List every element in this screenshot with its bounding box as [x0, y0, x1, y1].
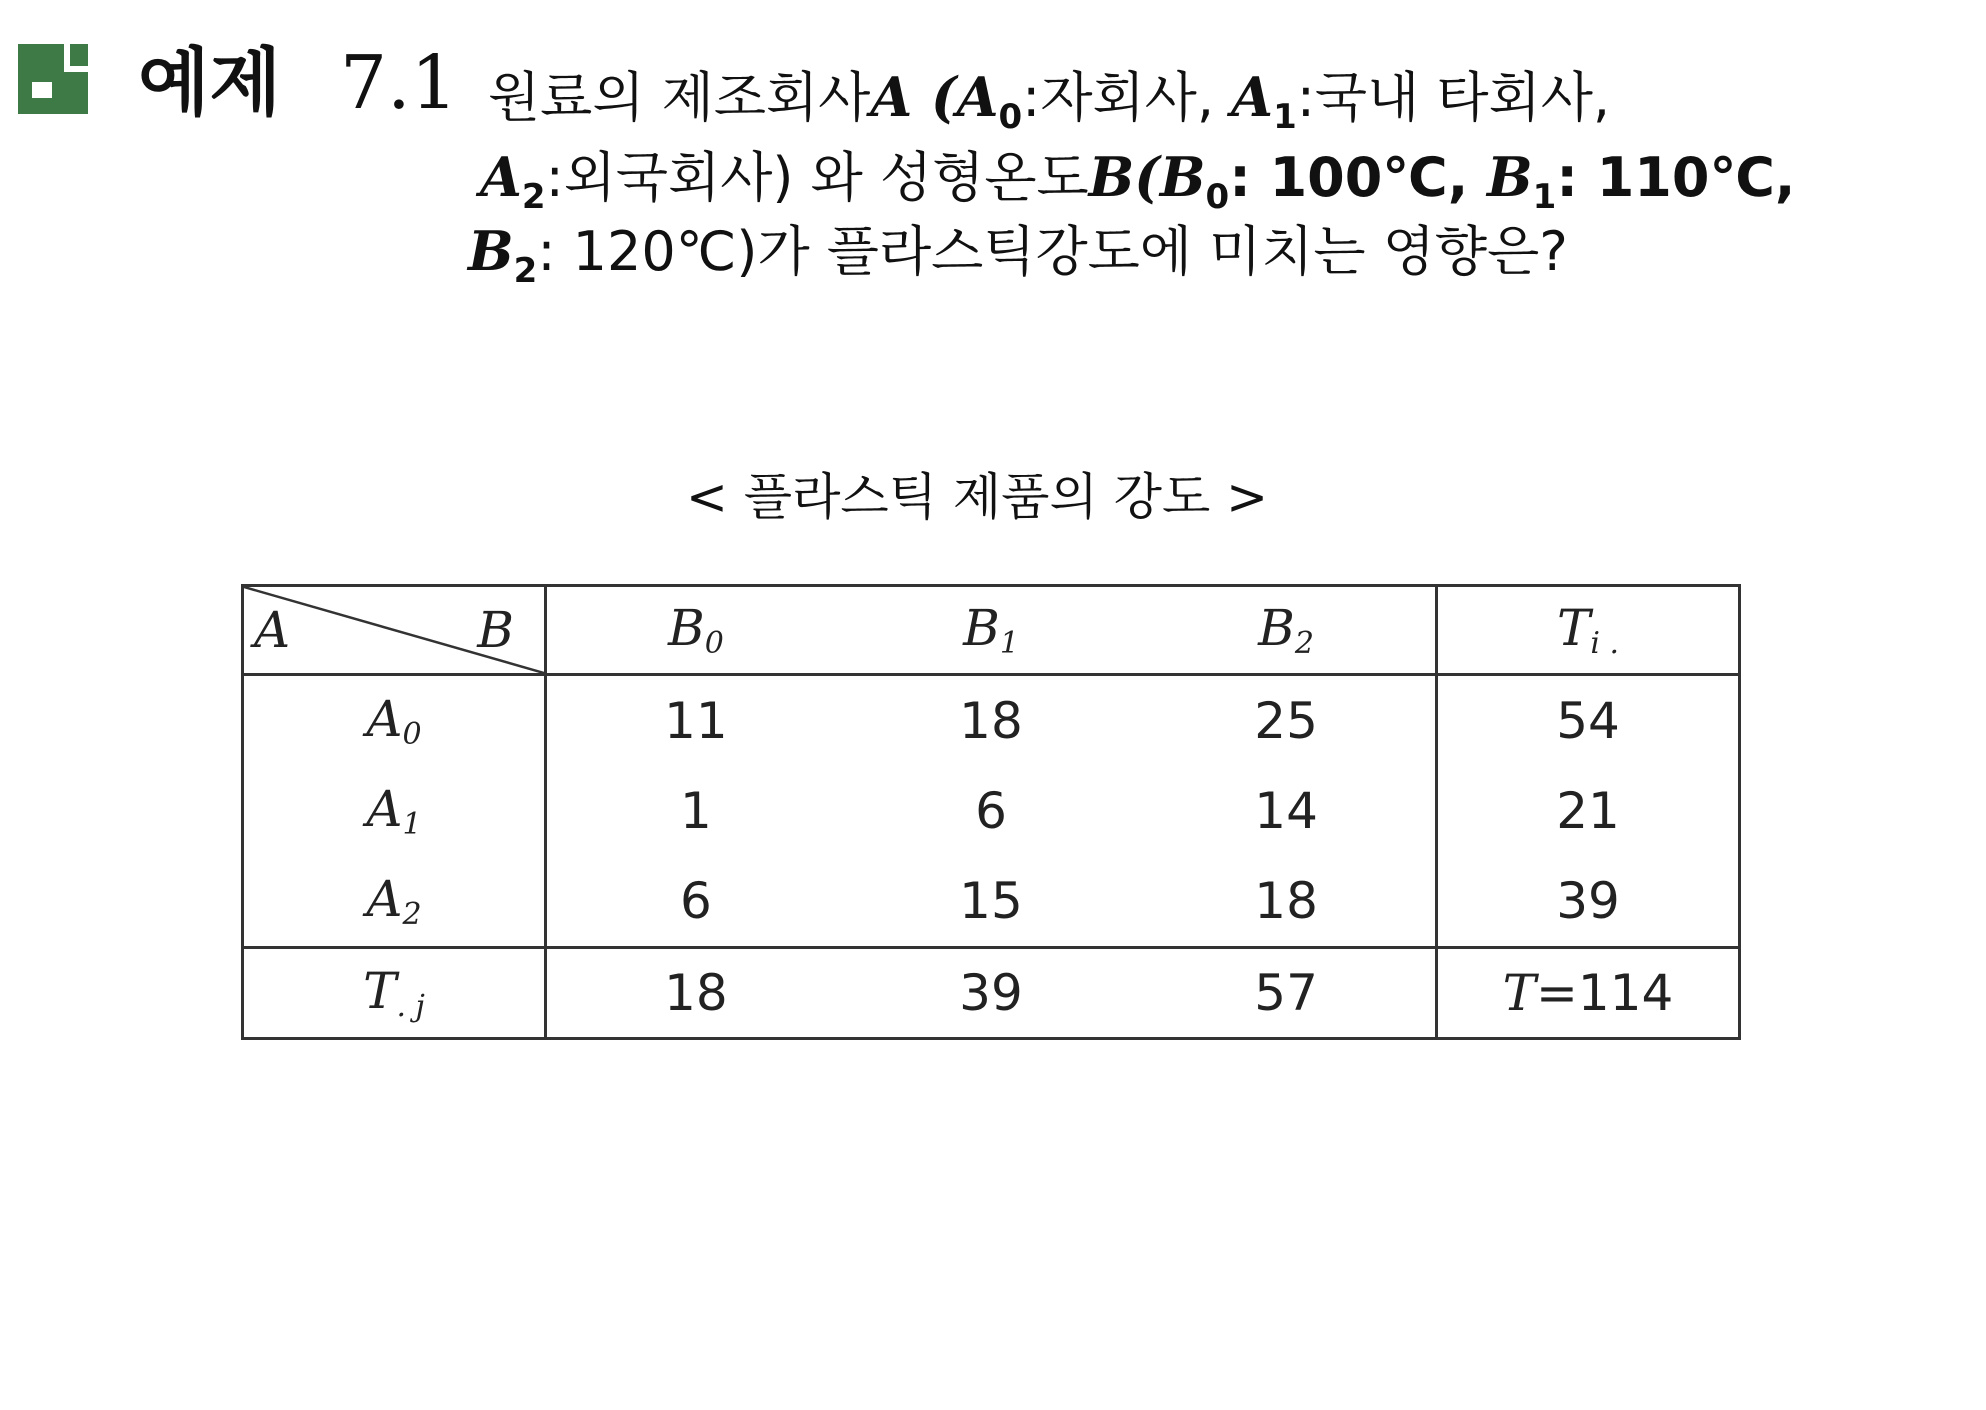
col-header-b0: B0 [546, 586, 845, 675]
table-cell: 6 [975, 782, 1007, 840]
corner-cell [243, 586, 546, 675]
table-cell: 25 [1137, 675, 1436, 767]
table-cell: 14 [1137, 766, 1436, 856]
table-row [243, 856, 1740, 948]
col-header-total: Ti . [1437, 586, 1740, 675]
table-cell: 39 [959, 964, 1023, 1022]
table-row [243, 675, 1740, 767]
question-line-3: $B_2$: 120℃)가 플라스틱강도에 미치는 영향은? [468, 219, 1568, 291]
example-number: 7.1 [340, 40, 458, 126]
col-header-b2: B2 [1137, 586, 1436, 675]
table-cell: 18 [1137, 856, 1436, 948]
table-cell: 18 [959, 692, 1023, 750]
col-header-b1: B1 [845, 586, 1137, 675]
table-row [243, 766, 1740, 856]
table-cell: 57 [1137, 948, 1436, 1039]
table-cell: 11 [664, 692, 728, 750]
table-total-row [243, 948, 1740, 1039]
question-line-1: 원료의 제조회사A ($A_0$:자회사, $A_1$:국내 타회사, [488, 65, 1611, 137]
corner-label-b: B [477, 601, 514, 659]
row-header-a1: A1 [243, 766, 546, 856]
row-header-total: T. j [243, 948, 546, 1039]
table-cell: 18 [664, 964, 728, 1022]
table-cell: 1 [679, 782, 712, 840]
grand-total-cell: T=114 [1502, 964, 1674, 1022]
example-label: 예제 [138, 40, 281, 126]
section-bullet-icon [18, 44, 88, 114]
strength-table [241, 584, 1741, 1040]
table-title: < 플라스틱 제품의 강도 > [686, 468, 1269, 526]
question-line-2: $A_2$:외국회사) 와 성형온도$B(B_0$: 100℃, $B_1$: 110℃, [480, 145, 1796, 217]
corner-label-a: A [254, 601, 291, 659]
row-header-a0: A0 [243, 675, 546, 767]
table-cell: 39 [1437, 856, 1740, 948]
table-cell: 54 [1556, 692, 1620, 750]
table-cell: 21 [1556, 782, 1620, 840]
table-header-row [243, 586, 1740, 675]
row-header-a2: A2 [243, 856, 546, 948]
table-cell: 6 [546, 856, 845, 948]
table-cell: 15 [845, 856, 1137, 948]
